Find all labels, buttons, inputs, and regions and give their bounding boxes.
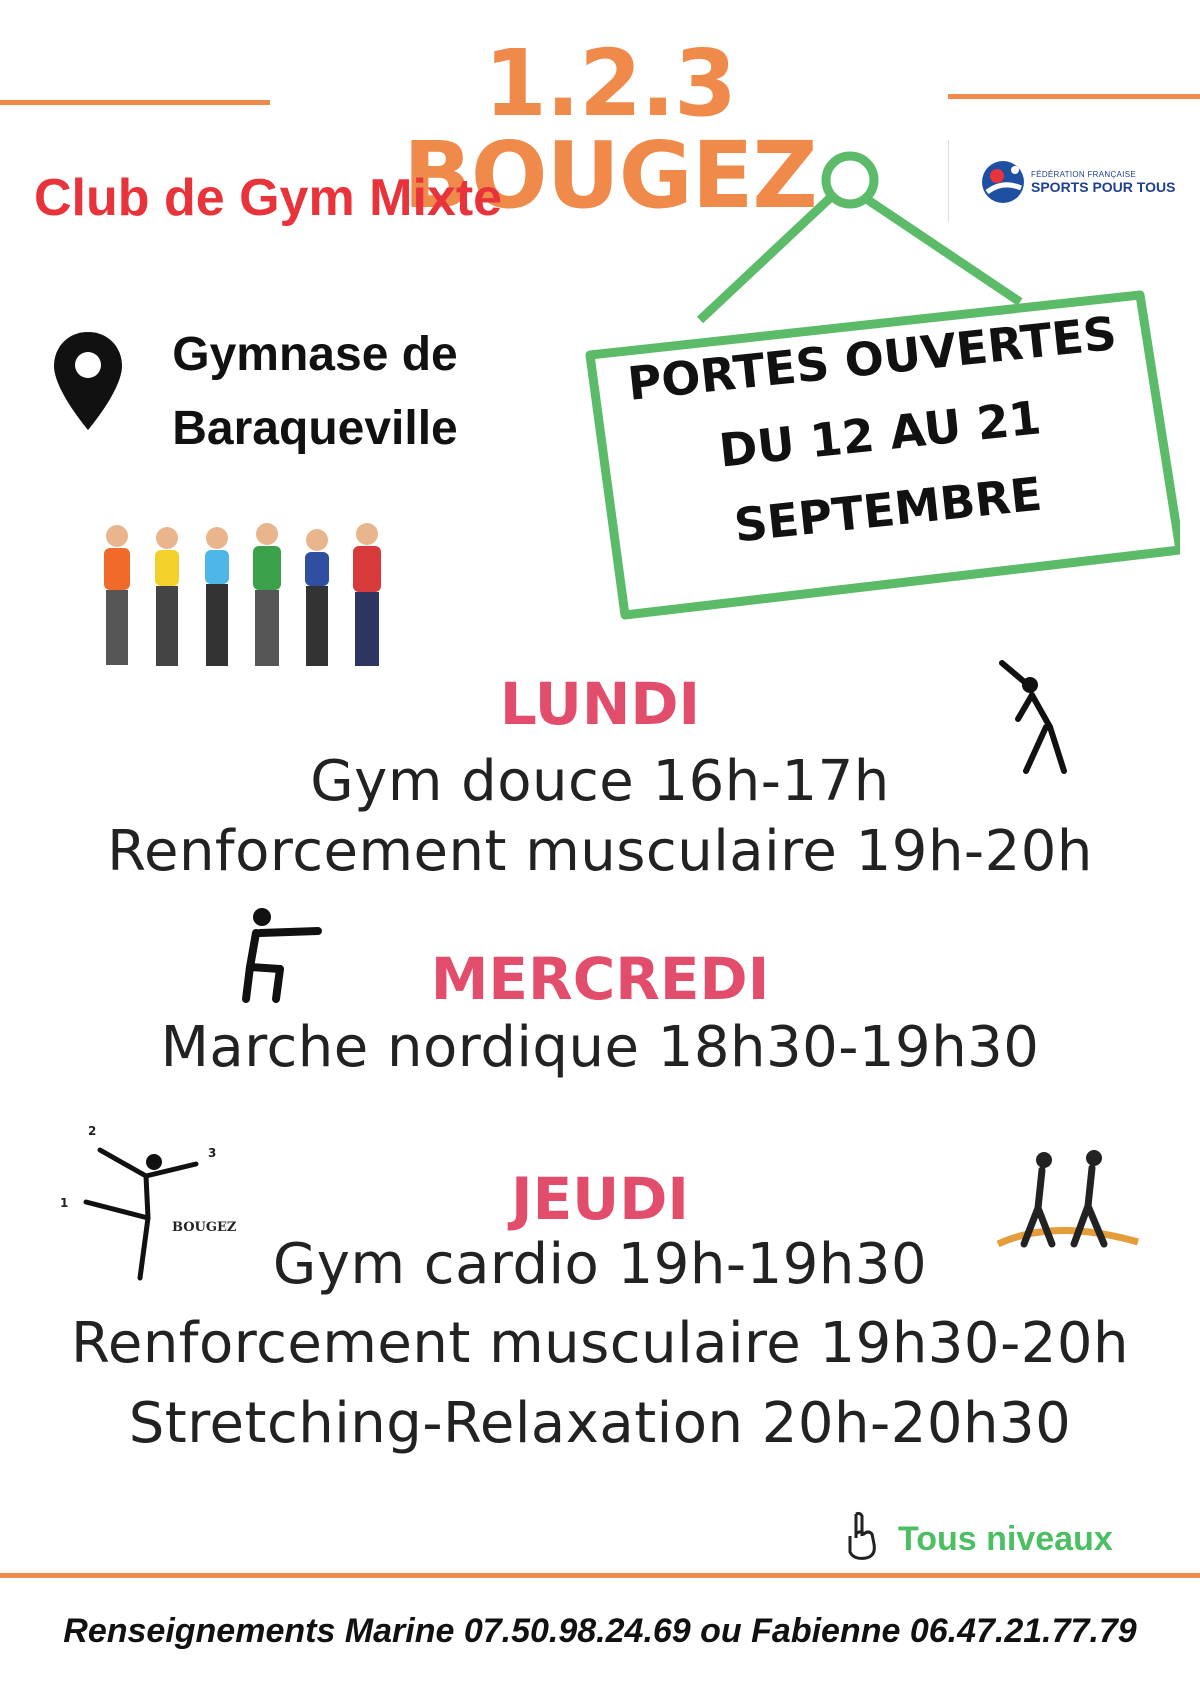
federation-line2: SPORTS POUR TOUS bbox=[1031, 179, 1176, 195]
sign-line2: DU 12 AU 21 bbox=[716, 390, 1044, 478]
sign-line1: PORTES OUVERTES bbox=[625, 305, 1119, 411]
top-rule-right bbox=[948, 94, 1200, 99]
class-lundi-2: Renforcement musculaire 19h-20h bbox=[107, 819, 1093, 884]
bougez-logo-number-2: 2 bbox=[88, 1124, 97, 1138]
location-text bbox=[130, 318, 500, 466]
day-heading-mercredi: MERCREDI bbox=[430, 945, 770, 1013]
top-rule-left bbox=[0, 100, 270, 105]
class-lundi-1: Gym douce 16h-17h bbox=[310, 749, 890, 814]
levels-label: Tous niveaux bbox=[898, 1520, 1113, 1558]
class-mercredi-1: Marche nordique 18h30-19h30 bbox=[160, 1015, 1040, 1080]
location-line1: Gymnase de bbox=[172, 328, 458, 381]
footer-rule bbox=[0, 1573, 1200, 1578]
contact-info: Renseignements Marine 07.50.98.24.69 ou Fabienne 06.47.21.77.79 bbox=[63, 1612, 1137, 1650]
location-line2: Baraqueville bbox=[172, 402, 458, 455]
federation-line1: FÉDÉRATION FRANÇAISE bbox=[1031, 170, 1136, 179]
class-jeudi-3: Stretching-Relaxation 20h-20h30 bbox=[128, 1391, 1072, 1456]
day-heading-jeudi: JEUDI bbox=[510, 1165, 690, 1233]
map-pin-icon bbox=[52, 330, 124, 432]
poster-title: 1.2.3 BOUGEZ bbox=[403, 30, 817, 229]
bougez-logo-word: BOUGEZ bbox=[172, 1220, 237, 1235]
day-heading-lundi: LUNDI bbox=[499, 670, 701, 738]
pointing-hand-icon bbox=[842, 1510, 882, 1562]
class-jeudi-1: Gym cardio 19h-19h30 bbox=[272, 1232, 928, 1297]
club-subtitle: Club de Gym Mixte bbox=[34, 169, 503, 227]
class-jeudi-2: Renforcement musculaire 19h30-20h bbox=[70, 1311, 1130, 1376]
sign-line3: SEPTEMBRE bbox=[731, 466, 1045, 553]
group-people-illustration bbox=[82, 510, 402, 680]
bougez-logo-number-1: 1 bbox=[60, 1196, 69, 1210]
bougez-logo-number-3: 3 bbox=[208, 1146, 217, 1160]
